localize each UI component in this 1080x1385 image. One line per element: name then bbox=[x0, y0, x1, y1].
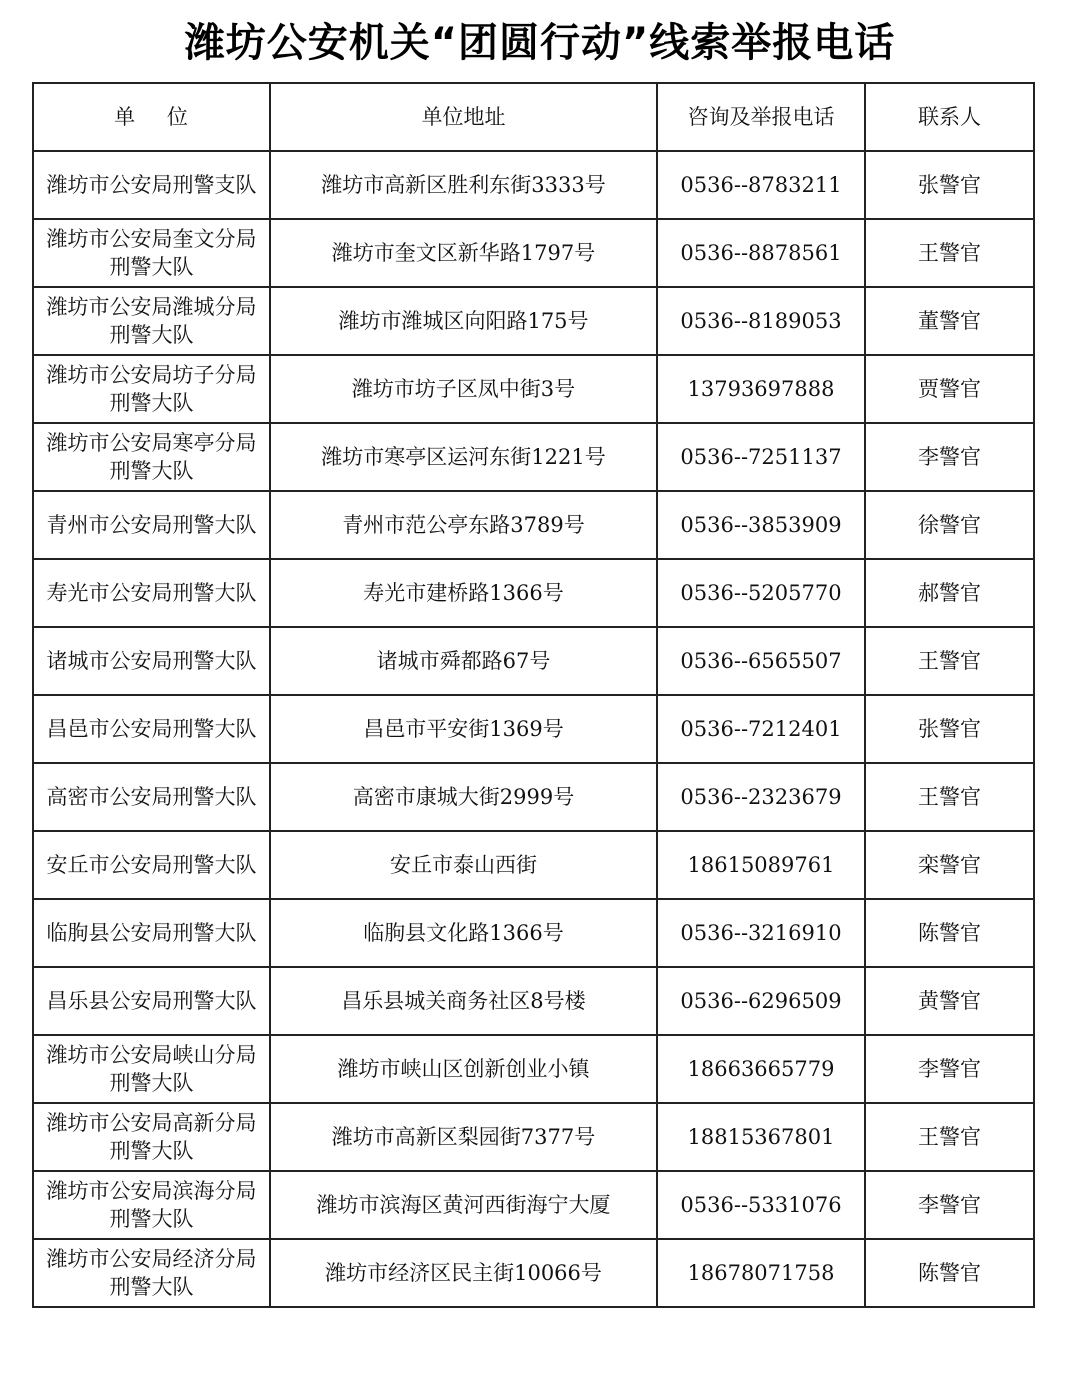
phone-cell: 18678071758 bbox=[657, 1239, 865, 1307]
unit-name: 临朐县公安局刑警大队 bbox=[46, 921, 257, 945]
contact-cell: 王警官 bbox=[865, 1103, 1034, 1171]
address-cell: 诸城市舜都路67号 bbox=[270, 627, 657, 695]
unit-cell bbox=[33, 1171, 270, 1239]
phone-cell: 0536--7212401 bbox=[657, 695, 865, 763]
table-row bbox=[33, 695, 1034, 763]
table-row bbox=[33, 627, 1034, 695]
table-row bbox=[33, 491, 1034, 559]
contact-cell: 王警官 bbox=[865, 763, 1034, 831]
unit-cell bbox=[33, 967, 270, 1035]
table-row bbox=[33, 1103, 1034, 1171]
address-cell: 潍坊市高新区胜利东街3333号 bbox=[270, 151, 657, 219]
header-phone: 咨询及举报电话 bbox=[657, 83, 865, 151]
unit-name: 潍坊市公安局寒亭分局 bbox=[46, 431, 257, 455]
unit-name: 昌乐县公安局刑警大队 bbox=[46, 989, 257, 1013]
contact-cell: 王警官 bbox=[865, 627, 1034, 695]
contact-cell: 董警官 bbox=[865, 287, 1034, 355]
phone-cell: 0536--6565507 bbox=[657, 627, 865, 695]
phone-cell: 0536--7251137 bbox=[657, 423, 865, 491]
unit-cell bbox=[33, 695, 270, 763]
phone-cell: 18615089761 bbox=[657, 831, 865, 899]
contact-cell: 贾警官 bbox=[865, 355, 1034, 423]
table-row bbox=[33, 763, 1034, 831]
address-cell: 潍坊市奎文区新华路1797号 bbox=[270, 219, 657, 287]
table-row bbox=[33, 287, 1034, 355]
phone-cell: 13793697888 bbox=[657, 355, 865, 423]
table-row bbox=[33, 151, 1034, 219]
unit-name: 高密市公安局刑警大队 bbox=[46, 785, 257, 809]
phone-cell: 0536--5331076 bbox=[657, 1171, 865, 1239]
address-cell: 寿光市建桥路1366号 bbox=[270, 559, 657, 627]
unit-cell bbox=[33, 831, 270, 899]
table-row bbox=[33, 559, 1034, 627]
unit-name: 诸城市公安局刑警大队 bbox=[46, 649, 257, 673]
table-row bbox=[33, 219, 1034, 287]
unit-subname: 刑警大队 bbox=[109, 1275, 194, 1299]
table-header-row bbox=[33, 83, 1034, 151]
unit-name: 潍坊市公安局滨海分局 bbox=[46, 1179, 257, 1203]
address-cell: 安丘市泰山西街 bbox=[270, 831, 657, 899]
unit-cell bbox=[33, 423, 270, 491]
unit-cell bbox=[33, 151, 270, 219]
unit-name: 潍坊市公安局潍城分局 bbox=[46, 295, 257, 319]
contact-cell: 李警官 bbox=[865, 423, 1034, 491]
phone-cell: 0536--3853909 bbox=[657, 491, 865, 559]
address-cell: 昌乐县城关商务社区8号楼 bbox=[270, 967, 657, 1035]
unit-name: 潍坊市公安局峡山分局 bbox=[46, 1043, 257, 1067]
phone-cell: 0536--8189053 bbox=[657, 287, 865, 355]
table-row bbox=[33, 831, 1034, 899]
address-cell: 临朐县文化路1366号 bbox=[270, 899, 657, 967]
address-cell: 潍坊市滨海区黄河西街海宁大厦 bbox=[270, 1171, 657, 1239]
table-row bbox=[33, 967, 1034, 1035]
unit-name: 青州市公安局刑警大队 bbox=[46, 513, 257, 537]
table-row bbox=[33, 1239, 1034, 1307]
address-cell: 昌邑市平安街1369号 bbox=[270, 695, 657, 763]
contact-cell: 王警官 bbox=[865, 219, 1034, 287]
table-row bbox=[33, 355, 1034, 423]
unit-subname: 刑警大队 bbox=[109, 323, 194, 347]
address-cell: 潍坊市峡山区创新创业小镇 bbox=[270, 1035, 657, 1103]
unit-cell bbox=[33, 1103, 270, 1171]
table-row bbox=[33, 899, 1034, 967]
phone-cell: 0536--5205770 bbox=[657, 559, 865, 627]
unit-name: 潍坊市公安局经济分局 bbox=[46, 1247, 257, 1271]
unit-cell bbox=[33, 219, 270, 287]
phone-cell: 18663665779 bbox=[657, 1035, 865, 1103]
table-row bbox=[33, 423, 1034, 491]
unit-cell bbox=[33, 559, 270, 627]
phone-cell: 0536--6296509 bbox=[657, 967, 865, 1035]
unit-cell bbox=[33, 355, 270, 423]
contact-cell: 栾警官 bbox=[865, 831, 1034, 899]
contact-cell: 张警官 bbox=[865, 151, 1034, 219]
unit-subname: 刑警大队 bbox=[109, 1071, 194, 1095]
phone-cell: 0536--8878561 bbox=[657, 219, 865, 287]
address-cell: 潍坊市坊子区凤中街3号 bbox=[270, 355, 657, 423]
contact-cell: 陈警官 bbox=[865, 899, 1034, 967]
table-row bbox=[33, 1171, 1034, 1239]
unit-cell bbox=[33, 1035, 270, 1103]
unit-cell bbox=[33, 763, 270, 831]
hotline-table bbox=[32, 82, 1035, 1308]
phone-cell: 0536--2323679 bbox=[657, 763, 865, 831]
unit-cell bbox=[33, 287, 270, 355]
contact-cell: 李警官 bbox=[865, 1035, 1034, 1103]
unit-cell bbox=[33, 899, 270, 967]
unit-name: 寿光市公安局刑警大队 bbox=[46, 581, 257, 605]
address-cell: 潍坊市寒亭区运河东街1221号 bbox=[270, 423, 657, 491]
unit-cell bbox=[33, 491, 270, 559]
header-unit: 单 位 bbox=[33, 83, 270, 151]
unit-name: 潍坊市公安局奎文分局 bbox=[46, 227, 257, 251]
unit-subname: 刑警大队 bbox=[109, 1207, 194, 1231]
contact-cell: 张警官 bbox=[865, 695, 1034, 763]
address-cell: 潍坊市经济区民主街10066号 bbox=[270, 1239, 657, 1307]
contact-cell: 陈警官 bbox=[865, 1239, 1034, 1307]
address-cell: 青州市范公亭东路3789号 bbox=[270, 491, 657, 559]
phone-cell: 0536--8783211 bbox=[657, 151, 865, 219]
phone-cell: 0536--3216910 bbox=[657, 899, 865, 967]
unit-subname: 刑警大队 bbox=[109, 255, 194, 279]
unit-subname: 刑警大队 bbox=[109, 1139, 194, 1163]
header-address: 单位地址 bbox=[270, 83, 657, 151]
unit-name: 昌邑市公安局刑警大队 bbox=[46, 717, 257, 741]
contact-cell: 郝警官 bbox=[865, 559, 1034, 627]
unit-cell bbox=[33, 1239, 270, 1307]
unit-name: 潍坊市公安局高新分局 bbox=[46, 1111, 257, 1135]
unit-cell bbox=[33, 627, 270, 695]
table-row bbox=[33, 1035, 1034, 1103]
unit-name: 安丘市公安局刑警大队 bbox=[46, 853, 257, 877]
header-contact: 联系人 bbox=[865, 83, 1034, 151]
address-cell: 高密市康城大街2999号 bbox=[270, 763, 657, 831]
address-cell: 潍坊市高新区梨园街7377号 bbox=[270, 1103, 657, 1171]
contact-cell: 黄警官 bbox=[865, 967, 1034, 1035]
contact-cell: 徐警官 bbox=[865, 491, 1034, 559]
unit-subname: 刑警大队 bbox=[109, 391, 194, 415]
address-cell: 潍坊市潍城区向阳路175号 bbox=[270, 287, 657, 355]
unit-subname: 刑警大队 bbox=[109, 459, 194, 483]
unit-name: 潍坊市公安局刑警支队 bbox=[46, 173, 257, 197]
unit-name: 潍坊市公安局坊子分局 bbox=[46, 363, 257, 387]
phone-cell: 18815367801 bbox=[657, 1103, 865, 1171]
page-title: 潍坊公安机关“团圆行动”线索举报电话 bbox=[184, 20, 896, 66]
contact-cell: 李警官 bbox=[865, 1171, 1034, 1239]
